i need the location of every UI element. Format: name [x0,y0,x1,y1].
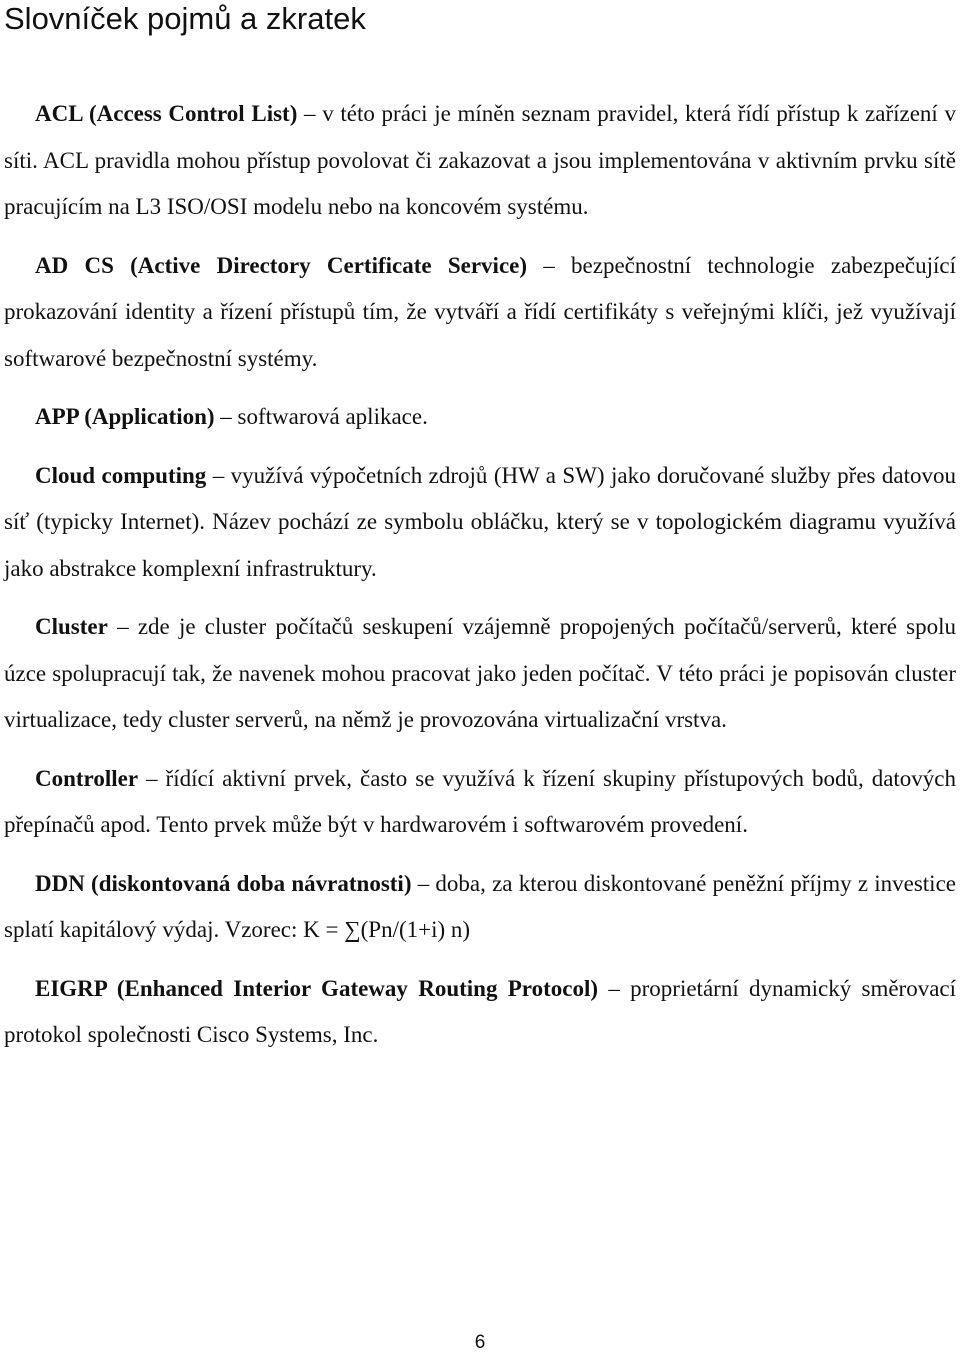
glossary-definition: doba, za kterou diskontované peněžní příjmy z investice splatí kapitálový výdaj. Vzorec: K = ∑(Pn/(1+i) n) [4,870,956,942]
glossary-term: Cluster [35,614,108,639]
glossary-entry-ad-cs [4,243,956,383]
term-separator: – [214,404,238,429]
term-separator: – [598,975,631,1001]
glossary-term: DDN (diskontovaná doba návratnosti) [35,870,412,896]
glossary-entry-ddn [4,861,956,954]
glossary-list [4,91,956,1071]
glossary-entry-acl [4,91,956,231]
term-separator: – [138,765,166,791]
glossary-term: AD CS (Active Directory Certificate Service) [35,252,528,278]
glossary-entry-app [4,394,956,441]
term-separator: – [107,614,138,639]
glossary-entry-cluster [4,604,956,744]
term-separator: – [527,252,572,278]
glossary-definition: bezpečnostní technologie zabezpečující prokazování identity a řízení přístupů tím, že vytváří a řídí certifikáty s veřejnými klíči, jež využívají softwarové bezpečnostní systémy. [4,252,957,371]
glossary-definition: využívá výpočetních zdrojů (HW a SW) jako doručované služby přes datovou síť (typicky Internet). Název pochází ze symbolu obláčku, který se v topologickém diagramu využívá jako abstrakce komplexní infrastruktury. [4,462,957,581]
glossary-definition: v této práci je míněn seznam pravidel, která řídí přístup k zařízení v síti. ACL pravidla mohou přístup povolovat či zakazovat a jsou implementována v aktivním prvku sítě pracujícím na L3 ISO/OSI modelu nebo na koncovém systému. [4,101,956,219]
term-separator: – [411,870,436,896]
glossary-entry-eigrp [4,966,956,1059]
term-separator: – [206,462,231,488]
page-number: 6 [474,1332,486,1353]
glossary-definition: proprietární dynamický směrovací protokol společnosti Cisco Systems, Inc. [4,975,957,1047]
glossary-definition: zde je cluster počítačů seskupení vzájemně propojených počítačů/serverů, které spolu úzce spolupracují tak, že navenek mohou pracovat jako jeden počítač. V této práci je popisován cluster virtualizace, tedy cluster serverů, na němž je provozována virtualizační vrstva. [4,614,957,732]
glossary-term: APP (Application) [35,404,215,429]
glossary-entry-controller [4,756,956,849]
term-separator: – [297,101,323,126]
glossary-entry-cloud-computing [4,453,956,593]
glossary-term: Cloud computing [35,462,207,488]
page-title: Slovníček pojmů a zkratek [4,1,366,36]
glossary-term: Controller [35,765,139,791]
glossary-definition: softwarová aplikace. [237,404,428,429]
glossary-term: ACL (Access Control List) [35,101,298,126]
glossary-definition: řídící aktivní prvek, často se využívá k řízení skupiny přístupových bodů, datových přepínačů apod. Tento prvek může být v hardwarovém i softwarovém provedení. [4,765,957,837]
glossary-term: EIGRP (Enhanced Interior Gateway Routing Protocol) [35,975,599,1001]
